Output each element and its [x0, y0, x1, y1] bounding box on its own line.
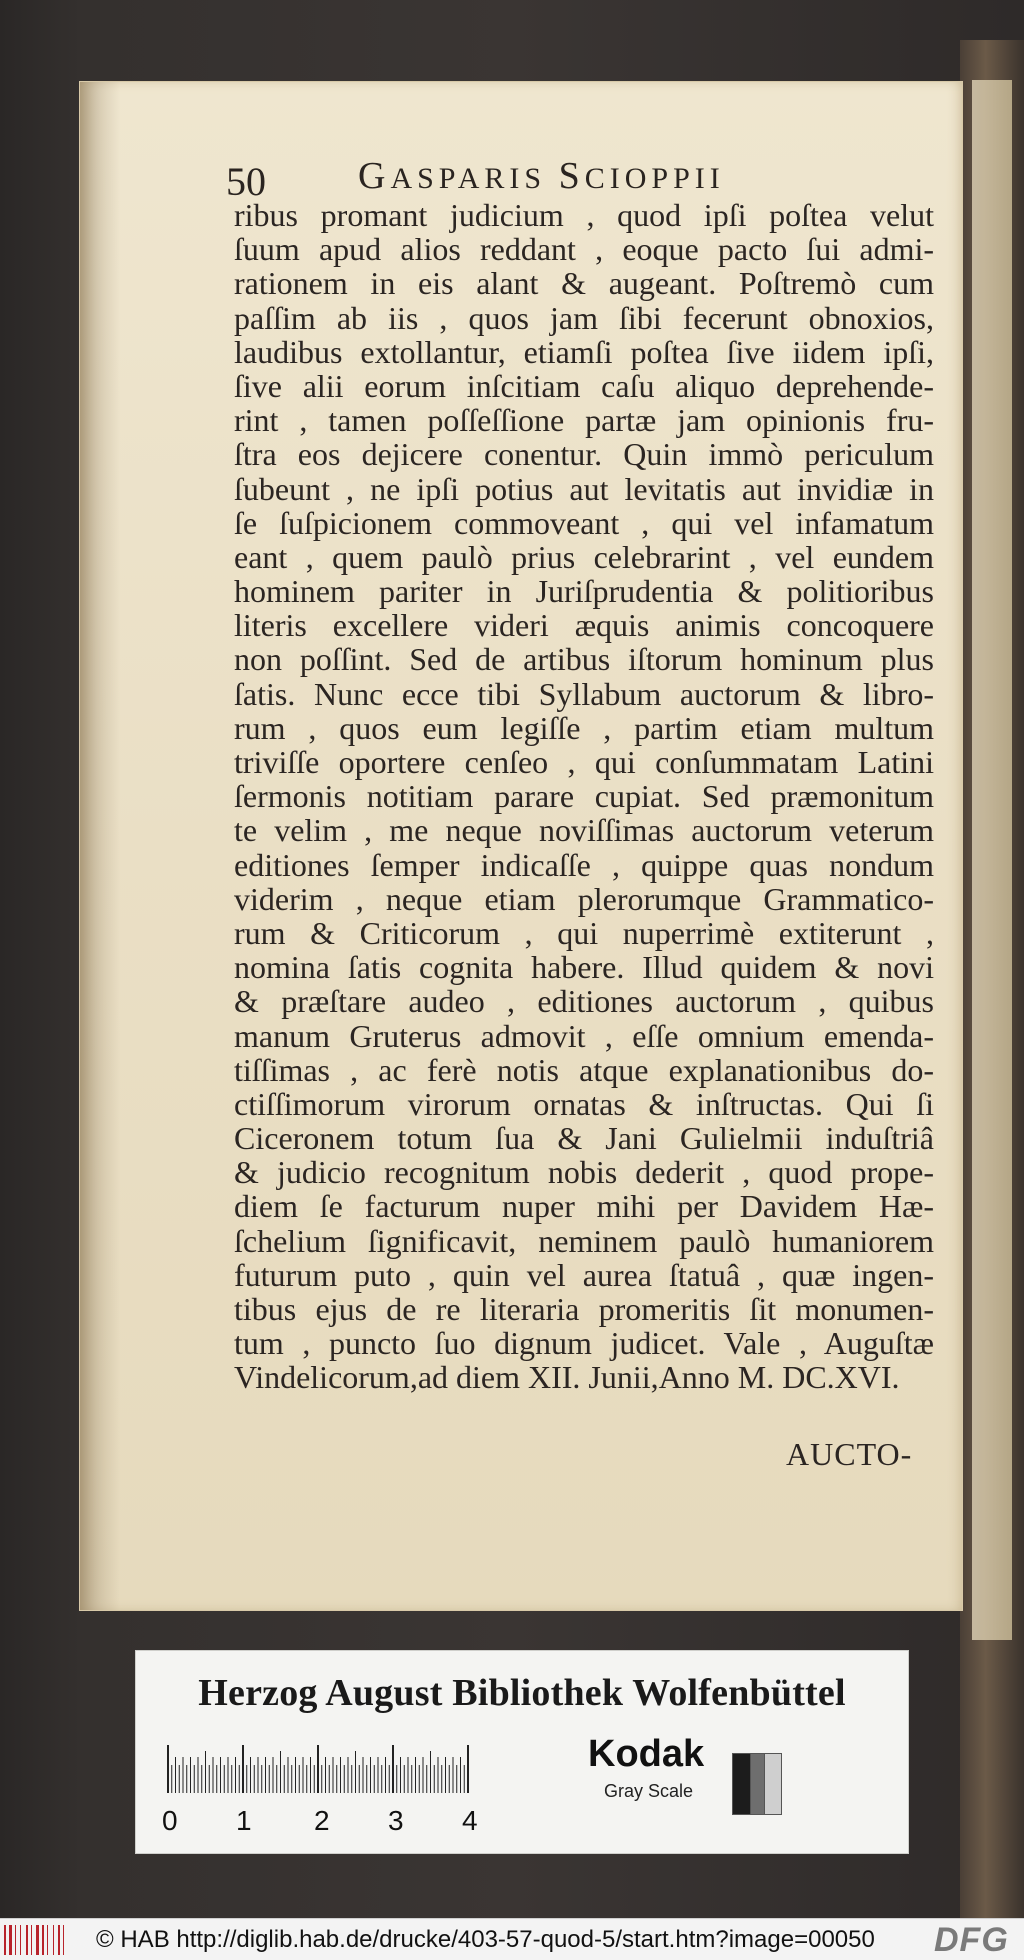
- text-line: tum , puncto ſuo dignum judicet. Vale , Auguſtæ: [234, 1325, 934, 1362]
- catchword: AUCTO-: [786, 1436, 913, 1472]
- body-text: [234, 198, 934, 1395]
- ruler-label: 2: [314, 1805, 330, 1836]
- text-line: rum & Criticorum , qui nuperrimè extiterunt ,: [234, 914, 934, 951]
- text-line: tiſſimas , ac ferè notis atque explanationibus do-: [234, 1051, 934, 1088]
- text-line: literis excellere videri æquis animis concoquere: [234, 607, 934, 644]
- text-line: ſive alii eorum inſcitiam caſu aliquo deprehende-: [234, 367, 934, 404]
- text-line: viderim , neque etiam plerorumque Grammatico-: [234, 880, 934, 917]
- text-line: triviſſe oportere cenſeo , qui conſummatam Latini: [234, 744, 934, 780]
- text-line: ctiſſimorum virorum ornatas & inſtructas. Qui ſi: [234, 1085, 934, 1122]
- text-line: ſubeunt , ne ipſi potius aut levitatis aut invidiæ in: [234, 470, 934, 507]
- text-line: diem ſe facturum nuper mihi per Davidem Hæ-: [234, 1188, 934, 1225]
- text-line: tibus ejus de re literaria promeritis ſit monumen-: [234, 1291, 934, 1327]
- text-line: ſchelium ſignificavit, neminem paulò humaniorem: [234, 1222, 934, 1259]
- text-line: te velim , me neque noviſſimas auctorum veterum: [234, 812, 934, 849]
- text-line: laudibus extollantur, etiamſi poſtea ſive iidem ipſi,: [234, 333, 934, 370]
- card-title: Herzog August Bibliothek Wolfenbüttel: [198, 1672, 846, 1714]
- text-line: editiones ſemper indicaſſe , quippe quas nondum: [234, 846, 934, 883]
- barcode-icon: [4, 1925, 88, 1955]
- footer-bar: [0, 1918, 1024, 1960]
- page-gutter-shadow: [80, 82, 120, 1610]
- text-line: futurum puto , quin vel aurea ſtatuâ , quæ ingen-: [234, 1256, 934, 1293]
- text-line: ſtra eos dejicere conentur. Quin immò periculum: [234, 436, 934, 473]
- text-line: ſe ſuſpicionem commoveant , qui vel infamatum: [234, 504, 934, 541]
- adjacent-page-edge: [960, 40, 1024, 1918]
- footer-url[interactable]: © HAB http://diglib.hab.de/drucke/403-57-quod-5/start.htm?image=00050: [96, 1926, 875, 1953]
- text-line: ribus promant judicium , quod ipſi poſtea velut: [234, 197, 934, 233]
- gray-swatch: [732, 1753, 752, 1815]
- ruler-label: 1: [236, 1805, 252, 1836]
- dfg-logo: DFG: [934, 1921, 1009, 1959]
- adjacent-page-paper: [972, 80, 1012, 1640]
- page-number: 50: [226, 159, 266, 204]
- text-line: & judicio recognitum nobis dederit , quod prope-: [234, 1154, 934, 1191]
- ruler-label: 4: [462, 1805, 478, 1836]
- text-line: & præſtare audeo , editiones auctorum , quibus: [234, 983, 934, 1020]
- ruler-label: 0: [162, 1805, 178, 1836]
- text-line: ſermonis notitiam parare cupiat. Sed præmonitum: [234, 778, 934, 815]
- text-line: rum , quos eum legiſſe , partim etiam multum: [234, 709, 934, 746]
- text-line: Vindelicorum,ad diem XII. Junii,Anno M. DC.XVI.: [234, 1359, 900, 1396]
- kodak-brand: Kodak: [588, 1733, 705, 1775]
- text-line: non poſſint. Sed de artibus iſtorum hominum plus: [234, 641, 934, 678]
- text-line: rationem in eis alant & augeant. Poſtremò cum: [234, 265, 934, 302]
- text-line: ſatis. Nunc ecce tibi Syllabum auctorum & libro-: [234, 675, 934, 712]
- ruler-label: 3: [388, 1805, 404, 1836]
- gray-swatch: [764, 1753, 782, 1815]
- text-line: paſſim ab iis , quos jam ſibi fecerunt obnoxios,: [234, 299, 934, 336]
- running-head: GASPARIS SCIOPPII: [358, 155, 725, 197]
- color-calibration-card: [136, 1651, 908, 1853]
- text-line: nomina ſatis cognita habere. Illud quidem & novi: [234, 949, 934, 986]
- text-line: manum Gruterus admovit , eſſe omnium emenda-: [234, 1017, 934, 1054]
- gray-scale-label: Gray Scale: [604, 1781, 694, 1801]
- text-line: rint , tamen poſſeſſione partæ jam opinionis fru-: [234, 402, 934, 439]
- text-line: eant , quem paulò prius celebrarint , vel eundem: [234, 538, 934, 575]
- text-line: Ciceronem totum ſua & Jani Gulielmii induſtriâ: [234, 1120, 934, 1157]
- text-line: ſuum apud alios reddant , eoque pacto ſui admi-: [234, 231, 934, 268]
- text-line: hominem pariter in Juriſprudentia & politioribus: [234, 573, 934, 610]
